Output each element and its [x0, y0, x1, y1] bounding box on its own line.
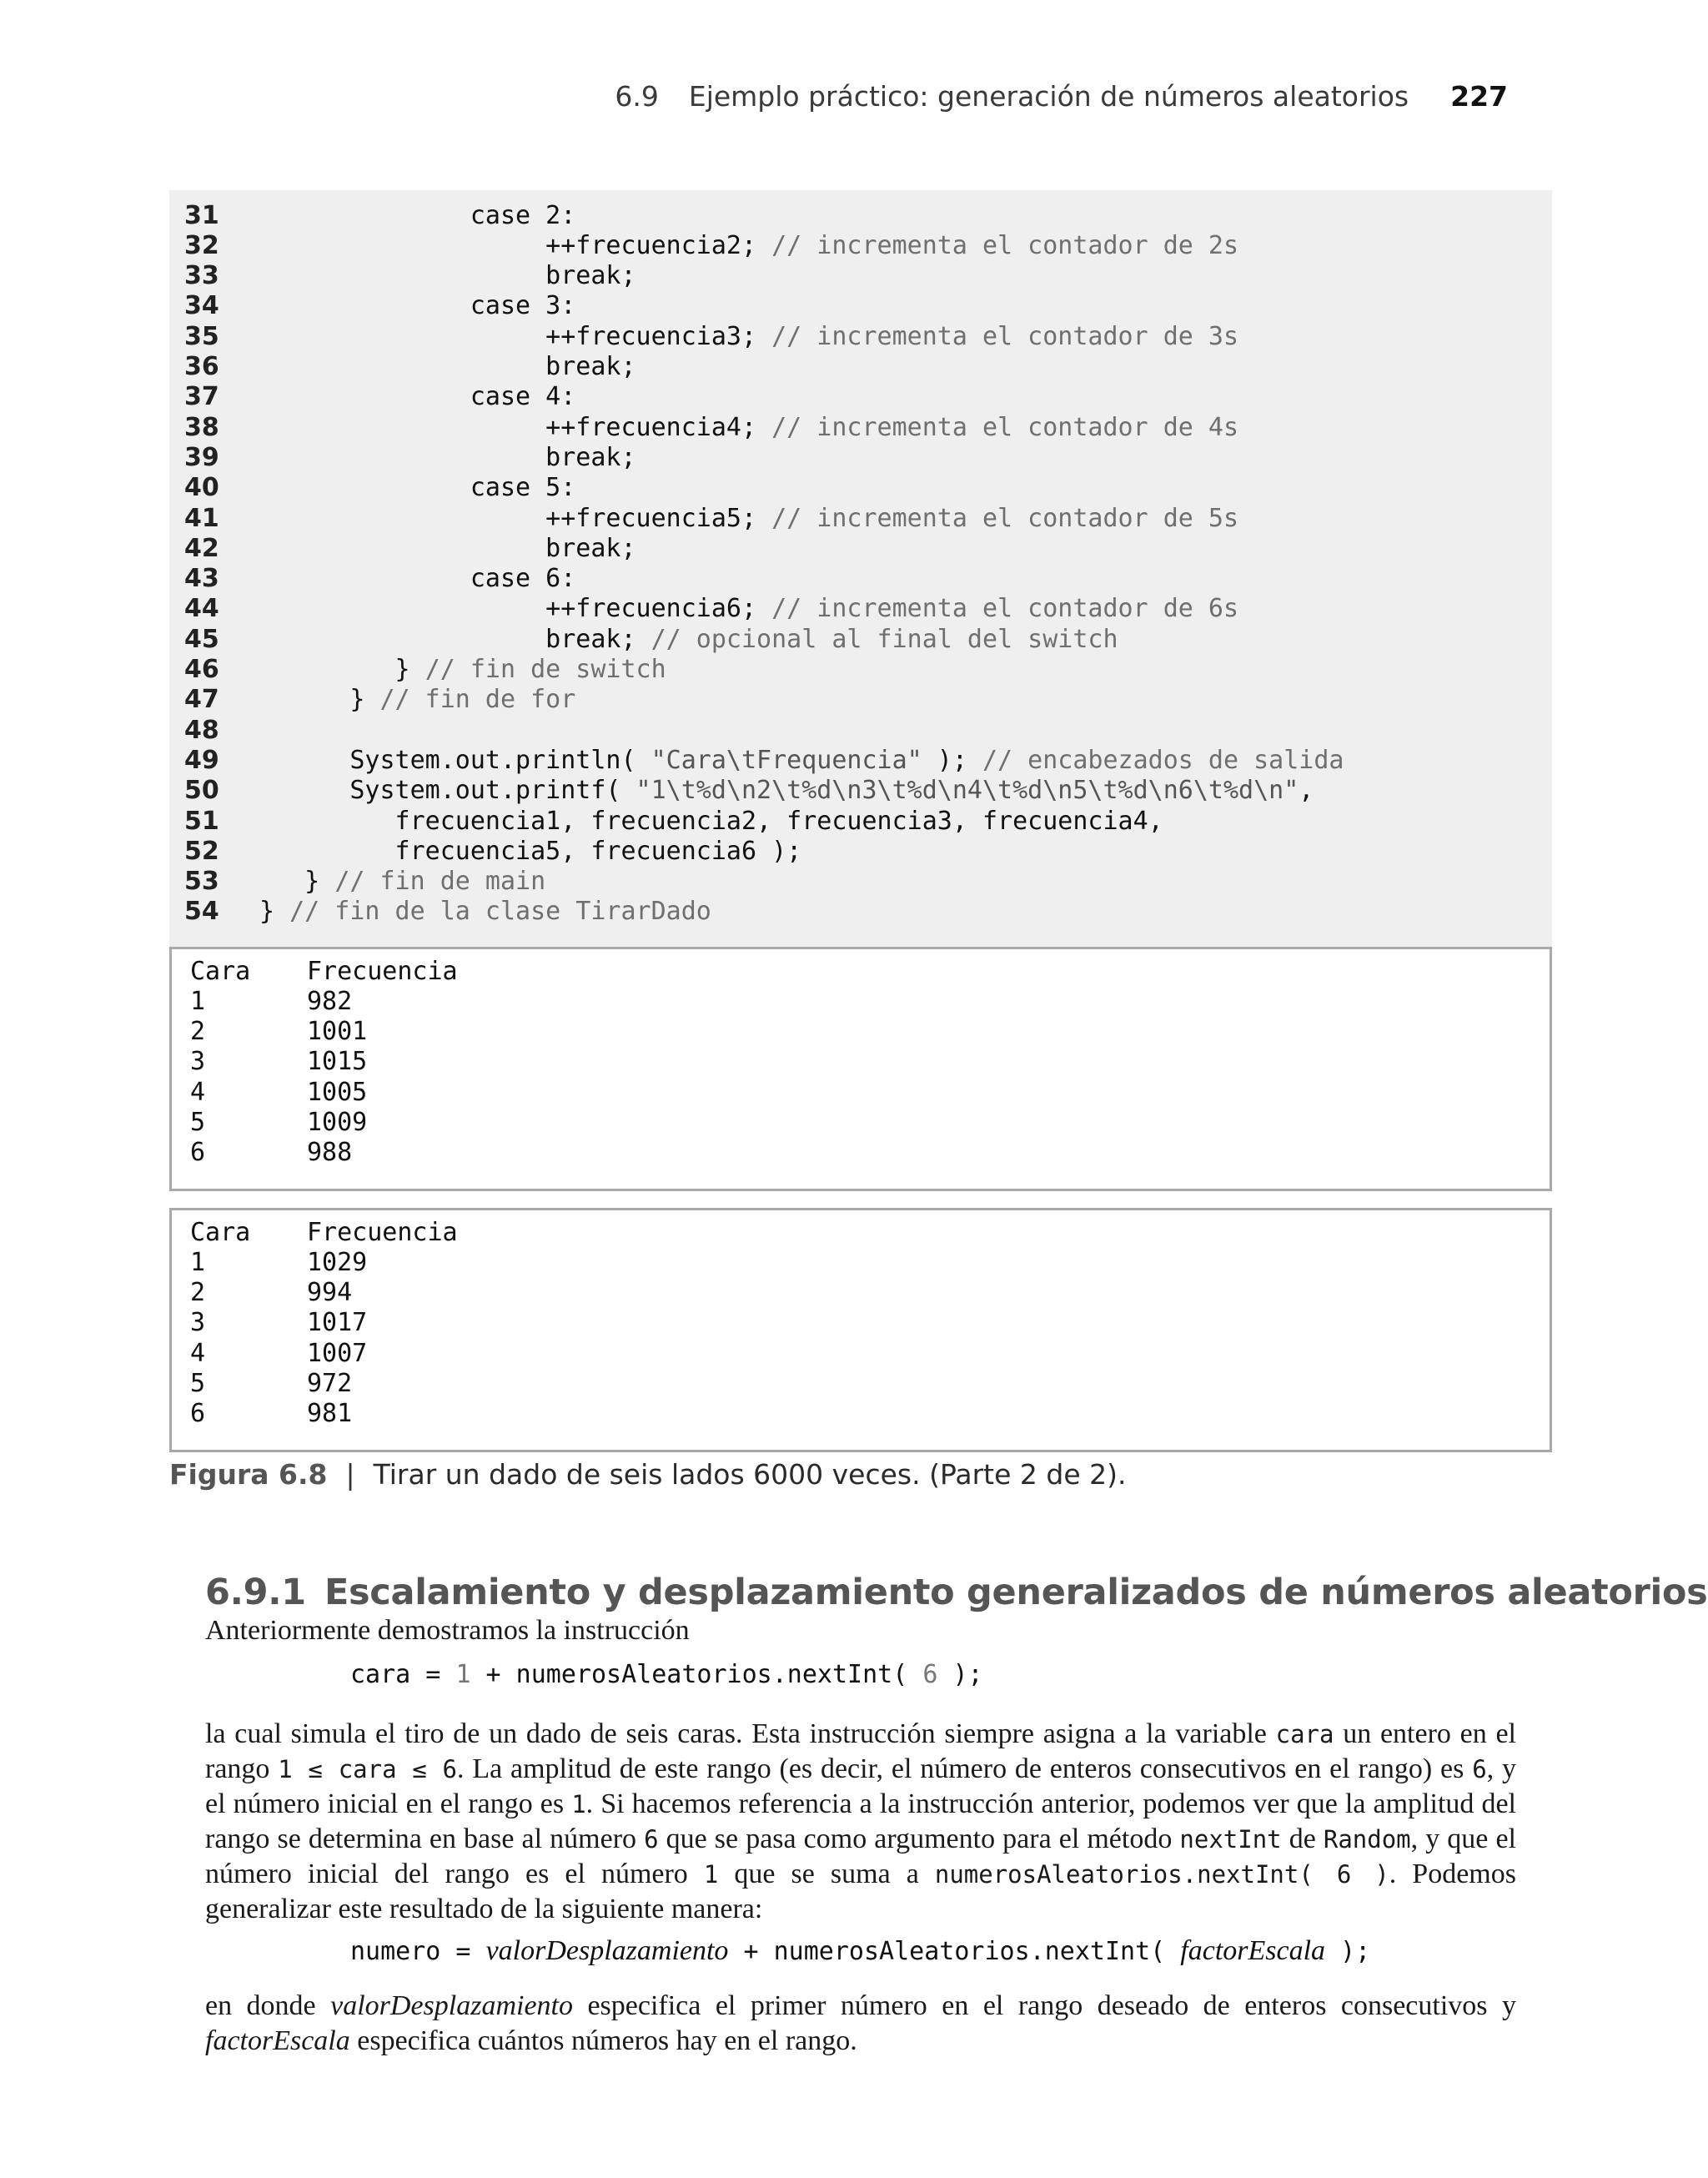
code-line [184, 473, 575, 503]
output-frequency: 1029 [307, 1247, 368, 1277]
code-line [184, 685, 575, 715]
code-line [184, 715, 259, 745]
output-row [190, 1369, 352, 1399]
output-header-frequency: Frecuencia [307, 956, 458, 986]
program-output-2 [169, 1208, 1552, 1452]
line-number: 41 [184, 503, 219, 533]
code-line [184, 442, 636, 472]
code-comment: // encabezados de salida [982, 745, 1344, 775]
caption-separator: | [345, 1458, 355, 1491]
output-frequency: 972 [307, 1369, 353, 1398]
output-face: 3 [190, 1047, 206, 1077]
code-text: System.out.println( [259, 745, 651, 775]
paragraph-1 [205, 1717, 1516, 1927]
line-number: 49 [184, 745, 219, 775]
code-line [184, 291, 575, 321]
text: . Podemos generalizar este resultado de la siguiente manera: [205, 1859, 1516, 1924]
output-face: 6 [190, 1399, 206, 1429]
code-text: } [259, 685, 380, 715]
italic-term: valorDesplazamiento [330, 1990, 573, 2021]
code-literal: 6 [922, 1660, 938, 1689]
output-frequency: 1015 [307, 1047, 368, 1077]
text: de [1281, 1823, 1324, 1854]
code-example-1 [350, 1660, 983, 1689]
line-number: 54 [184, 897, 219, 927]
code-text: ); [937, 1660, 983, 1689]
code-text: case 6: [259, 564, 576, 594]
code-line [184, 533, 636, 563]
code-text: frecuencia5, frecuencia6 ); [259, 836, 802, 866]
output-row [190, 1138, 352, 1168]
line-number: 37 [184, 382, 219, 412]
code-line [184, 655, 666, 685]
output-row [190, 1017, 367, 1047]
line-number: 33 [184, 261, 219, 291]
output-face: 3 [190, 1308, 206, 1338]
inline-code: numerosAleatorios.nextInt( 6 ) [934, 1860, 1389, 1889]
code-line [184, 806, 1163, 836]
code-line [184, 564, 575, 594]
section-heading [205, 1572, 1707, 1613]
code-line [184, 867, 545, 897]
code-example-2 [350, 1935, 1370, 1967]
running-head [167, 80, 1508, 122]
code-line [184, 230, 1238, 260]
code-comment: // fin de switch [424, 655, 666, 684]
code-text: break; [259, 261, 636, 291]
code-text: } [259, 867, 335, 897]
code-line [184, 352, 636, 382]
code-text: ++frecuencia2; [259, 230, 772, 260]
text: especifica el primer número en el rango deseado de enteros consecutivos y [572, 1990, 1516, 2021]
code-line [184, 594, 1238, 624]
line-number: 45 [184, 624, 219, 654]
code-line [184, 836, 801, 866]
code-text: System.out.printf( [259, 776, 636, 806]
output-row [190, 1108, 367, 1138]
output-header-face: Cara [190, 956, 251, 986]
code-text: frecuencia1, frecuencia2, frecuencia3, frecuencia4, [259, 806, 1163, 836]
code-text: ++frecuencia6; [259, 594, 772, 624]
output-frequency: 982 [307, 986, 353, 1016]
output-header-frequency: Frecuencia [307, 1217, 458, 1247]
line-number: 51 [184, 806, 219, 836]
line-number: 46 [184, 655, 219, 684]
text: que se suma a [718, 1859, 935, 1889]
inline-code: nextInt [1179, 1825, 1282, 1854]
line-number: 43 [184, 564, 219, 594]
code-comment: // incrementa el contador de 3s [771, 321, 1239, 351]
line-number: 38 [184, 412, 219, 442]
code-placeholder: factorEscala [1180, 1935, 1326, 1966]
inline-code: 6 [644, 1825, 659, 1854]
output-frequency: 1017 [307, 1308, 368, 1338]
code-text: break; [259, 533, 636, 563]
code-line [184, 624, 1118, 654]
code-text: break; [259, 352, 636, 381]
output-face: 4 [190, 1077, 206, 1107]
code-placeholder: valorDesplazamiento [485, 1935, 729, 1966]
output-header-face: Cara [190, 1217, 251, 1247]
code-comment: // fin de la clase TirarDado [289, 897, 711, 927]
code-text: , [1299, 776, 1314, 806]
inline-code: 1 [703, 1860, 719, 1889]
code-comment: // incrementa el contador de 5s [771, 503, 1239, 533]
code-text: case 4: [259, 382, 576, 412]
code-text: break; [259, 442, 636, 472]
output-row [190, 1399, 352, 1429]
output-frequency: 1005 [307, 1077, 368, 1107]
code-text: case 2: [259, 200, 576, 230]
line-number: 53 [184, 867, 219, 897]
code-text: + numerosAleatorios.nextInt( [728, 1937, 1181, 1966]
code-text: ); [1325, 1937, 1371, 1966]
code-text: numero = [350, 1937, 486, 1966]
code-literal: 1 [455, 1660, 471, 1689]
output-frequency: 994 [307, 1278, 353, 1308]
section-number: 6.9.1 [205, 1572, 306, 1613]
code-line [184, 382, 575, 412]
inline-code: cara [1275, 1720, 1334, 1748]
code-comment: // opcional al final del switch [651, 624, 1118, 654]
inline-code: 1 [571, 1790, 586, 1818]
text: un entero en el rango [205, 1718, 1517, 1784]
code-listing [169, 190, 1552, 947]
output-row [190, 1308, 367, 1338]
output-face: 4 [190, 1338, 206, 1368]
line-number: 42 [184, 533, 219, 563]
code-text: ); [922, 745, 982, 775]
page-number: 227 [1450, 80, 1508, 113]
code-comment: // fin de for [379, 685, 576, 715]
output-frequency: 1001 [307, 1017, 368, 1047]
intro-paragraph: Anteriormente demostramos la instrucción [205, 1615, 690, 1646]
code-line [184, 200, 575, 230]
text: . Si hacemos referencia a la instrucción anterior, podemos ver que la amplitud del rango se determina en base al número [205, 1788, 1516, 1854]
code-text: break; [259, 624, 651, 654]
inline-code: 1 ≤ cara ≤ 6 [278, 1755, 458, 1783]
output-face: 5 [190, 1108, 206, 1137]
output-frequency: 1007 [307, 1338, 368, 1368]
paragraph-2 [205, 1989, 1516, 2059]
text: , y que el número inicial del rango es el número [205, 1823, 1516, 1889]
output-face: 2 [190, 1017, 206, 1047]
code-text: case 3: [259, 291, 576, 321]
running-head-section: 6.9 [615, 80, 659, 113]
output-face: 5 [190, 1369, 206, 1398]
line-number: 50 [184, 776, 219, 806]
code-text: case 5: [259, 473, 576, 503]
code-line [184, 776, 1314, 806]
output-row [190, 1278, 352, 1308]
text: . La amplitud de este rango (es decir, el número de enteros consecutivos en el rango) es [457, 1753, 1473, 1784]
code-line [184, 897, 711, 927]
code-text: ++frecuencia5; [259, 503, 772, 533]
output-row [190, 986, 352, 1016]
output-frequency: 981 [307, 1399, 353, 1429]
output-row [190, 1217, 458, 1247]
section-title: Escalamiento y desplazamiento generalizados de números aleatorios [324, 1572, 1708, 1613]
output-row [190, 956, 458, 986]
inline-code: Random [1323, 1825, 1411, 1854]
code-text: ++frecuencia4; [259, 412, 772, 442]
output-face: 6 [190, 1138, 206, 1168]
output-row [190, 1338, 367, 1368]
output-row [190, 1247, 367, 1277]
string-literal: "Cara\tFrequencia" [651, 745, 922, 775]
code-text: } [259, 655, 425, 684]
code-line [184, 745, 1344, 775]
caption-text: Tirar un dado de seis lados 6000 veces. (Parte 2 de 2). [373, 1458, 1127, 1491]
line-number: 36 [184, 352, 219, 381]
program-output-1 [169, 947, 1552, 1191]
line-number: 47 [184, 685, 219, 715]
line-number: 34 [184, 291, 219, 321]
code-comment: // fin de main [334, 867, 546, 897]
output-row [190, 1077, 367, 1107]
code-line [184, 321, 1238, 351]
text: la cual simula el tiro de un dado de seis caras. Esta instrucción siempre asigna a la variable [205, 1718, 1276, 1749]
output-face: 2 [190, 1278, 206, 1308]
line-number: 48 [184, 715, 219, 745]
inline-code: 6 [1472, 1755, 1487, 1783]
line-number: 35 [184, 321, 219, 351]
string-literal: "1\t%d\n2\t%d\n3\t%d\n4\t%d\n5\t%d\n6\t%d\n" [635, 776, 1299, 806]
code-comment: // incrementa el contador de 2s [771, 230, 1239, 260]
line-number: 40 [184, 473, 219, 503]
code-text: ++frecuencia3; [259, 321, 772, 351]
code-line [184, 261, 636, 291]
running-head-title: Ejemplo práctico: generación de números aleatorios [688, 80, 1409, 113]
code-line [184, 503, 1238, 533]
line-number: 52 [184, 836, 219, 866]
code-text: } [259, 897, 290, 927]
line-number: 32 [184, 230, 219, 260]
line-number: 31 [184, 200, 219, 230]
figure-label: Figura 6.8 [169, 1458, 328, 1491]
text: en donde [205, 1990, 331, 2021]
output-face: 1 [190, 1247, 206, 1277]
output-frequency: 988 [307, 1138, 353, 1168]
code-comment: // incrementa el contador de 4s [771, 412, 1239, 442]
output-row [190, 1047, 367, 1077]
text: que se pasa como argumento para el método [658, 1823, 1180, 1854]
figure-caption [169, 1458, 1127, 1491]
line-number: 39 [184, 442, 219, 472]
text: especifica cuántos números hay en el rango. [349, 2025, 857, 2056]
line-number: 44 [184, 594, 219, 624]
output-frequency: 1009 [307, 1108, 368, 1137]
code-text: cara = [350, 1660, 456, 1689]
italic-term: factorEscala [205, 2025, 350, 2056]
text: , y el número inicial en el rango es [205, 1753, 1516, 1819]
code-line [184, 412, 1238, 442]
output-face: 1 [190, 986, 206, 1016]
code-text: + numerosAleatorios.nextInt( [470, 1660, 923, 1689]
code-comment: // incrementa el contador de 6s [771, 594, 1239, 624]
